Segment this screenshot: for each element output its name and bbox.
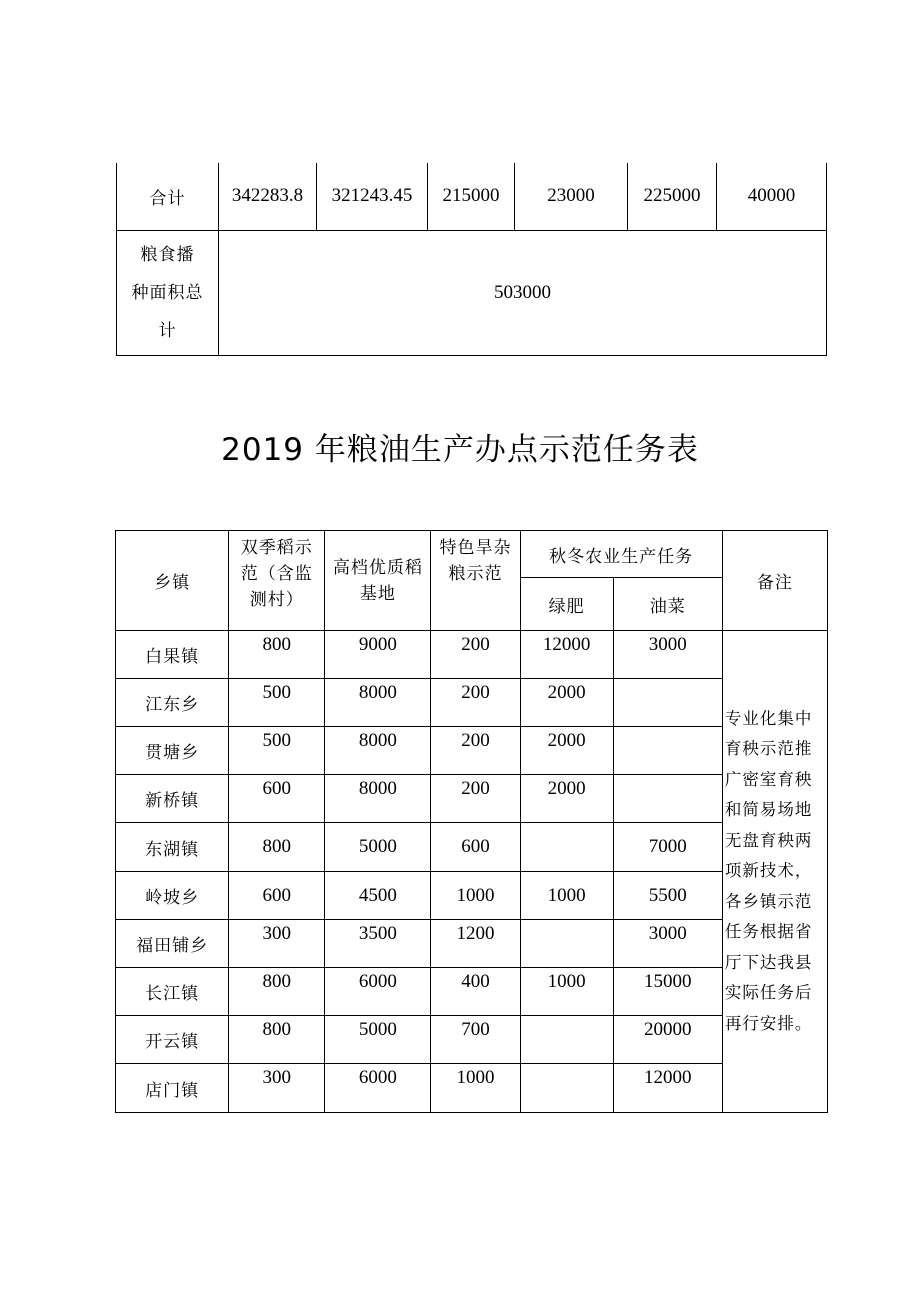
cell-town: 白果镇 xyxy=(116,631,229,679)
cell-double-rice: 600 xyxy=(229,775,325,823)
cell-specialty: 400 xyxy=(431,968,520,1016)
cell-specialty: 200 xyxy=(431,679,520,727)
cell-town: 新桥镇 xyxy=(116,775,229,823)
cell-specialty: 1000 xyxy=(431,872,520,920)
table-row xyxy=(116,727,828,775)
cell-specialty: 200 xyxy=(431,631,520,679)
cell-specialty: 700 xyxy=(431,1016,520,1064)
header-line: 基地 xyxy=(359,583,396,604)
cell-premium-rice: 5000 xyxy=(325,823,431,872)
cell-rapeseed: 20000 xyxy=(613,1016,722,1064)
total-value: 321243.45 xyxy=(317,163,428,230)
header-line: 双季稻示 xyxy=(240,538,313,558)
cell-premium-rice: 8000 xyxy=(325,679,431,727)
cell-green-manure: 2000 xyxy=(520,679,613,727)
cell-green-manure xyxy=(520,920,613,968)
cell-green-manure: 2000 xyxy=(520,775,613,823)
total-value: 215000 xyxy=(428,163,515,230)
remark-line: 各乡镇示范 xyxy=(724,891,813,911)
cell-green-manure xyxy=(520,823,613,872)
cell-rapeseed: 12000 xyxy=(613,1064,722,1113)
header-green-manure: 绿肥 xyxy=(520,578,613,631)
cell-premium-rice: 6000 xyxy=(325,968,431,1016)
table-row xyxy=(116,920,828,968)
remark-line: 厅下达我县 xyxy=(724,952,813,972)
total-value: 23000 xyxy=(515,163,628,230)
header-town: 乡镇 xyxy=(116,531,229,631)
cell-green-manure: 1000 xyxy=(520,968,613,1016)
cell-premium-rice: 3500 xyxy=(325,920,431,968)
table-row xyxy=(116,968,828,1016)
remark-line: 项新技术， xyxy=(724,861,813,881)
cell-rapeseed: 3000 xyxy=(613,920,722,968)
cell-town: 江东乡 xyxy=(116,679,229,727)
cell-double-rice: 800 xyxy=(229,968,325,1016)
cell-double-rice: 800 xyxy=(229,823,325,872)
cell-specialty: 600 xyxy=(431,823,520,872)
header-line: 范（含监 xyxy=(240,564,313,584)
cell-rapeseed xyxy=(613,775,722,823)
table-row xyxy=(116,1064,828,1113)
remark-line: 任务根据省 xyxy=(724,922,813,942)
cell-specialty: 200 xyxy=(431,727,520,775)
cell-green-manure xyxy=(520,1016,613,1064)
header-premium-rice xyxy=(325,531,431,631)
page-title: 2019 年粮油生产办点示范任务表 xyxy=(221,432,699,468)
header-double-rice xyxy=(229,531,325,631)
remark-line: 实际任务后 xyxy=(724,983,813,1003)
cell-double-rice: 300 xyxy=(229,1064,325,1113)
cell-premium-rice: 8000 xyxy=(325,727,431,775)
header-line: 特色旱杂 xyxy=(439,538,512,558)
table-row xyxy=(116,872,828,920)
cell-green-manure: 2000 xyxy=(520,727,613,775)
cell-double-rice: 300 xyxy=(229,920,325,968)
table-row xyxy=(116,1016,828,1064)
header-specialty xyxy=(431,531,520,631)
table-row xyxy=(116,679,828,727)
header-line: 高档优质稻 xyxy=(332,557,423,578)
cell-town: 福田铺乡 xyxy=(116,920,229,968)
table-row xyxy=(116,631,828,679)
cell-rapeseed xyxy=(613,727,722,775)
cell-premium-rice: 5000 xyxy=(325,1016,431,1064)
cell-green-manure xyxy=(520,1064,613,1113)
grain-label-line: 粮食播 xyxy=(140,244,195,265)
remark-cell xyxy=(722,631,827,1113)
cell-specialty: 1000 xyxy=(431,1064,520,1113)
remark-line: 专业化集中 xyxy=(724,708,813,728)
cell-green-manure: 12000 xyxy=(520,631,613,679)
cell-double-rice: 500 xyxy=(229,727,325,775)
cell-premium-rice: 9000 xyxy=(325,631,431,679)
cell-town: 东湖镇 xyxy=(116,823,229,872)
table-row xyxy=(116,823,828,872)
cell-premium-rice: 4500 xyxy=(325,872,431,920)
remark-line: 育秧示范推 xyxy=(724,739,813,759)
header-remark: 备注 xyxy=(722,531,827,631)
cell-specialty: 1200 xyxy=(431,920,520,968)
cell-rapeseed: 15000 xyxy=(613,968,722,1016)
cell-double-rice: 800 xyxy=(229,1016,325,1064)
remark-line: 再行安排。 xyxy=(724,1013,813,1033)
header-row xyxy=(116,531,828,578)
remark-line: 和简易场地 xyxy=(724,800,813,820)
total-row xyxy=(117,163,827,230)
demo-task-table xyxy=(115,530,828,1113)
header-line: 粮示范 xyxy=(448,564,503,584)
header-autumn-task: 秋冬农业生产任务 xyxy=(520,531,722,578)
cell-town: 开云镇 xyxy=(116,1016,229,1064)
cell-rapeseed: 7000 xyxy=(613,823,722,872)
cell-premium-rice: 8000 xyxy=(325,775,431,823)
header-rapeseed: 油菜 xyxy=(613,578,722,631)
grain-area-row xyxy=(117,230,827,355)
total-value: 40000 xyxy=(717,163,827,230)
header-line: 测村） xyxy=(249,590,304,610)
cell-double-rice: 600 xyxy=(229,872,325,920)
cell-rapeseed xyxy=(613,679,722,727)
cell-town: 岭坡乡 xyxy=(116,872,229,920)
cell-double-rice: 500 xyxy=(229,679,325,727)
cell-rapeseed: 3000 xyxy=(613,631,722,679)
table-row xyxy=(116,775,828,823)
cell-double-rice: 800 xyxy=(229,631,325,679)
cell-green-manure: 1000 xyxy=(520,872,613,920)
total-value: 225000 xyxy=(628,163,717,230)
summary-table xyxy=(116,163,827,356)
remark-line: 无盘育秧两 xyxy=(724,830,813,850)
remark-line: 广密室育秧 xyxy=(724,769,813,789)
cell-town: 店门镇 xyxy=(116,1064,229,1113)
grain-label-line: 种面积总 xyxy=(131,282,204,303)
total-value: 342283.8 xyxy=(219,163,317,230)
grain-area-label xyxy=(117,230,219,355)
cell-rapeseed: 5500 xyxy=(613,872,722,920)
total-label: 合计 xyxy=(117,163,219,230)
cell-specialty: 200 xyxy=(431,775,520,823)
grain-area-total: 503000 xyxy=(219,230,827,355)
grain-label-line: 计 xyxy=(158,320,177,341)
cell-town: 贯塘乡 xyxy=(116,727,229,775)
cell-town: 长江镇 xyxy=(116,968,229,1016)
cell-premium-rice: 6000 xyxy=(325,1064,431,1113)
